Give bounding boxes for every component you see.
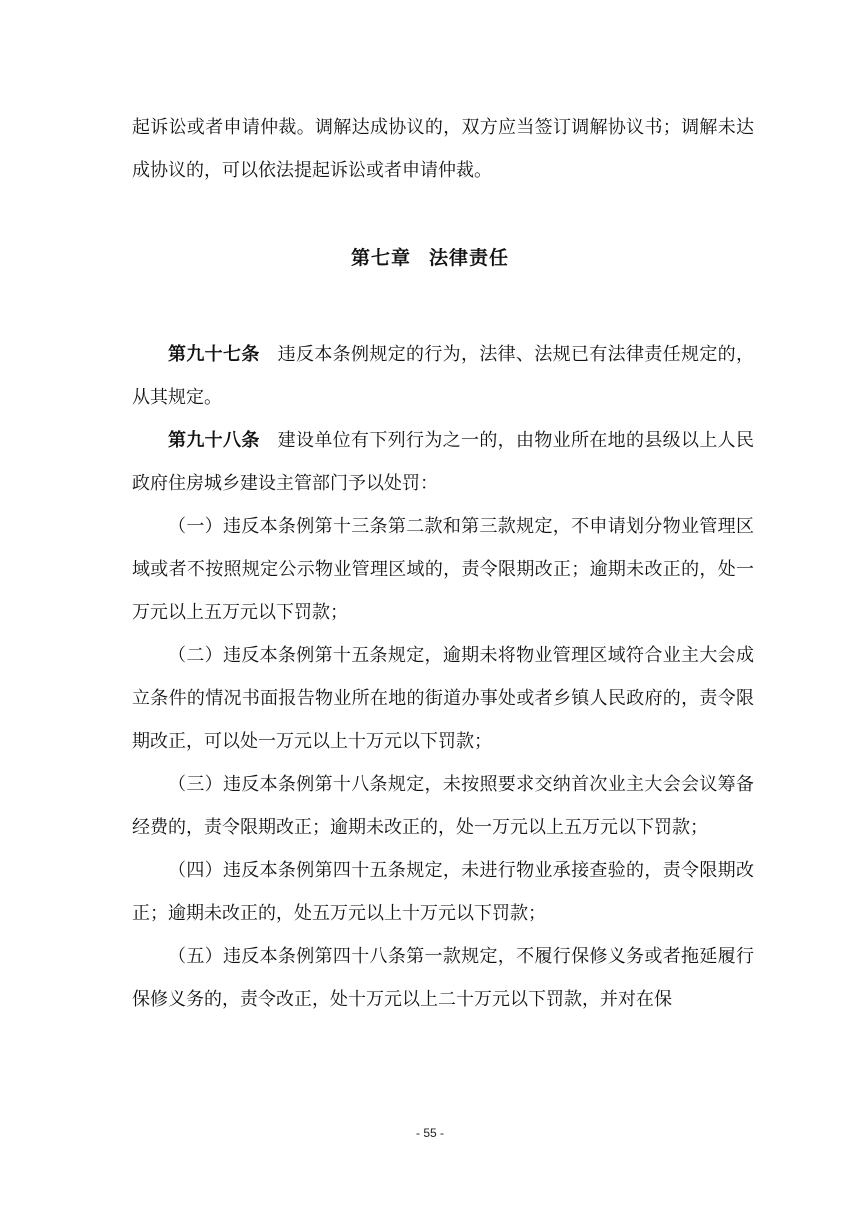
article-number: 第九十八条 xyxy=(168,430,260,451)
list-item-4: （四）违反本条例第四十五条规定，未进行物业承接查验的，责令限期改正；逾期未改正的，处五万元以上十万元以下罚款； xyxy=(132,860,754,924)
articles-block xyxy=(132,333,754,1021)
list-item-1: （一）违反本条例第十三条第二款和第三款规定，不申请划分物业管理区域或者不按照规定公示物业管理区域的，责令限期改正；逾期未改正的，处一万元以上五万元以下罚款； xyxy=(132,516,754,623)
article-98 xyxy=(132,419,754,505)
article-number: 第九十七条 xyxy=(168,344,260,365)
chapter-title: 法律责任 xyxy=(429,247,510,269)
article-text: 建设单位有下列行为之一的，由物业所在地的县级以上人民政府住房城乡建设主管部门予以处罚： xyxy=(132,430,755,494)
chapter-heading xyxy=(0,243,860,270)
page-number: - 55 - xyxy=(415,1126,444,1140)
article-97 xyxy=(132,333,754,419)
intro-paragraph: 起诉讼或者申请仲裁。调解达成协议的，双方应当签订调解协议书；调解未达成协议的，可以依法提起诉讼或者申请仲裁。 xyxy=(132,117,754,181)
article-text: 违反本条例规定的行为，法律、法规已有法律责任规定的，从其规定。 xyxy=(132,344,755,408)
list-item-5: （五）违反本条例第四十八条第一款规定，不履行保修义务或者拖延履行保修义务的，责令改正，处十万元以上二十万元以下罚款，并对在保 xyxy=(132,946,754,1010)
list-item-2: （二）违反本条例第十五条规定，逾期未将物业管理区域符合业主大会成立条件的情况书面报告物业所在地的街道办事处或者乡镇人民政府的，责令限期改正，可以处一万元以上十万元以下罚款； xyxy=(132,645,754,752)
intro-paragraph-block xyxy=(132,106,754,192)
chapter-number: 第七章 xyxy=(350,247,411,269)
list-item-3: （三）违反本条例第十八条规定，未按照要求交纳首次业主大会会议筹备经费的，责令限期改正；逾期未改正的，处一万元以上五万元以下罚款； xyxy=(132,774,754,838)
